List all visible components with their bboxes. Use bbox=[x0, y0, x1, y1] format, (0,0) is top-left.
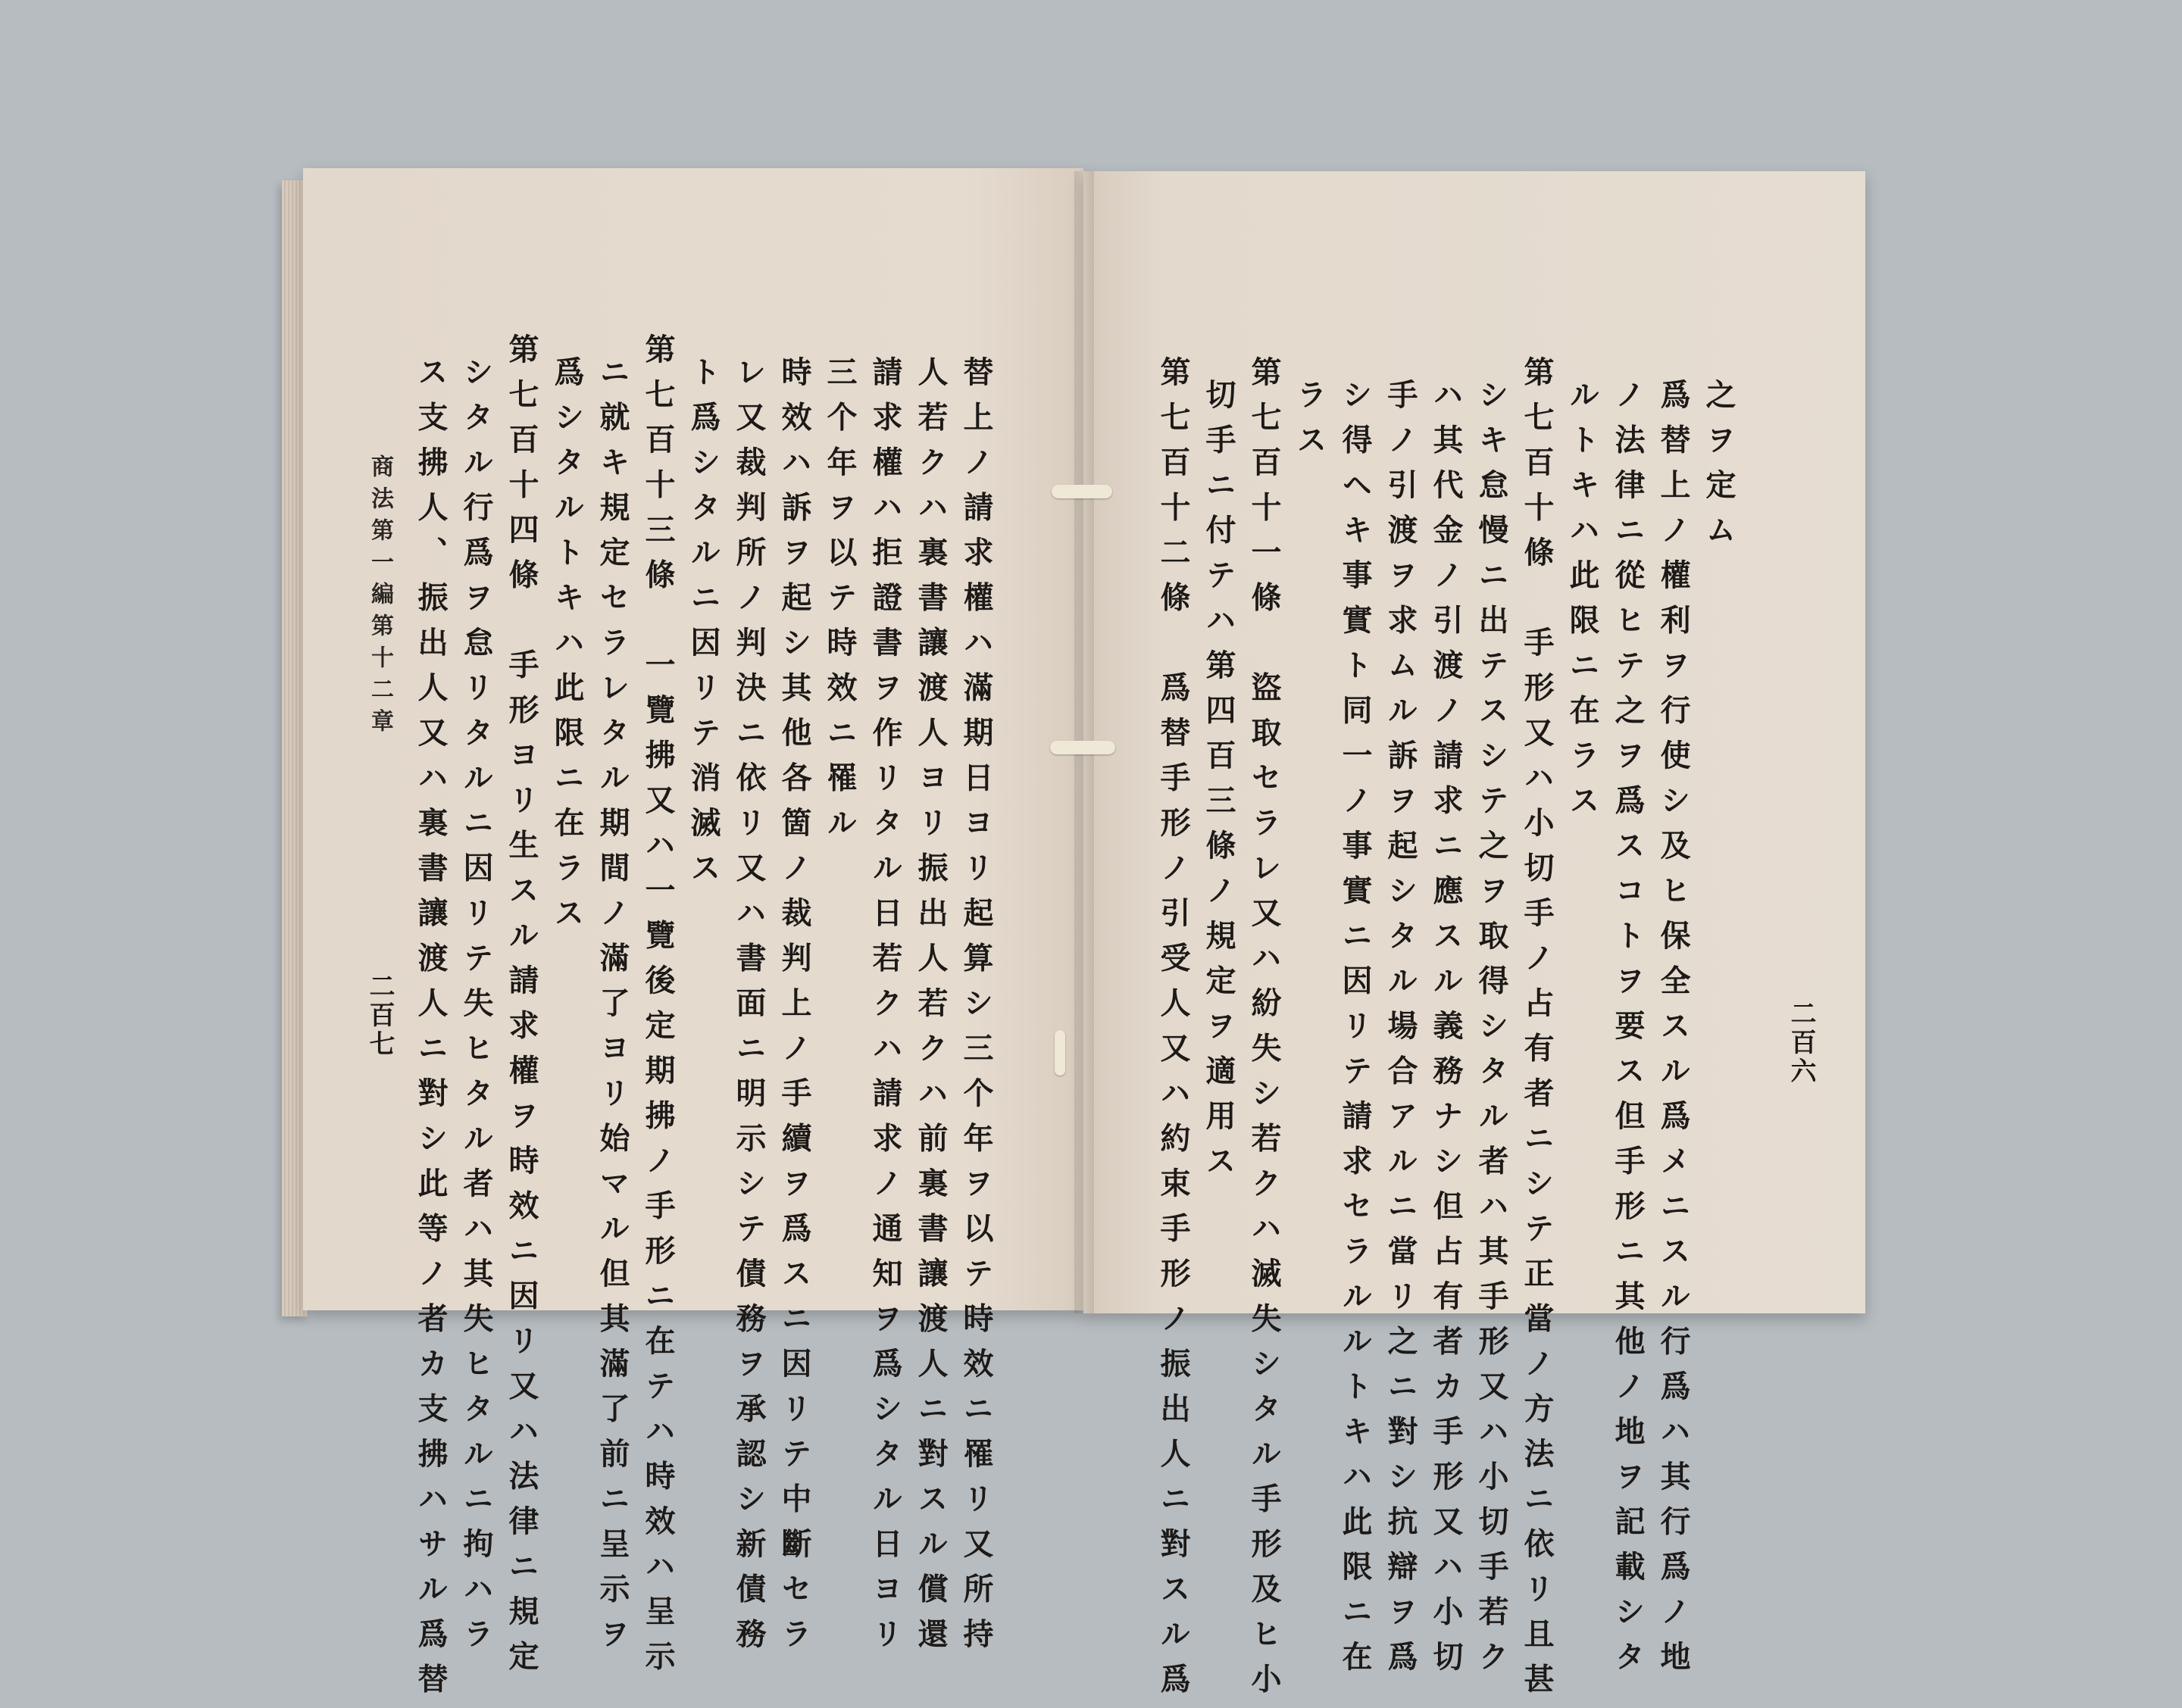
binding-thread bbox=[1052, 485, 1112, 498]
text-column: ノ法律ニ從ヒテ之ヲ爲スコトヲ要ス但手形ニ其他ノ地ヲ記載シタ bbox=[1610, 379, 1646, 1686]
article-heading: 第七百十三條 一覽拂又ハ一覽後定期拂ノ手形ニ在テハ時效ハ呈示 bbox=[640, 333, 676, 1685]
text-column: 爲シタルトキハ此限ニ在ラス bbox=[549, 356, 585, 942]
text-column: ハ其代金ノ引渡ノ請求ニ應スル義務ナシ但占有者カ手形又ハ小切 bbox=[1428, 379, 1464, 1686]
text-column: 手ノ引渡ヲ求ムル訴ヲ起シタル場合アルニ當リ之ニ對シ抗辯ヲ爲 bbox=[1383, 379, 1418, 1686]
running-head: 商法第一編第十二章 bbox=[367, 454, 393, 741]
text-column: 之ヲ定ム bbox=[1701, 379, 1737, 559]
text-column: 三个年ヲ以テ時效ニ罹ル bbox=[822, 356, 858, 852]
text-column: シキ怠慢ニ出テスシテ之ヲ取得シタル者ハ其手形又ハ小切手若ク bbox=[1474, 379, 1509, 1686]
article-heading: 第七百十四條 手形ヨリ生スル請求權ヲ時效ニ因リ又ハ法律ニ規定 bbox=[504, 333, 539, 1685]
binding-thread bbox=[1055, 1030, 1065, 1076]
text-column: 請求權ハ拒證書ヲ作リタル日若クハ請求ノ通知ヲ爲シタル日ヨリ bbox=[867, 356, 903, 1663]
article-heading: 第七百十二條 爲替手形ノ引受人又ハ約束手形ノ振出人ニ對スル爲 bbox=[1155, 356, 1191, 1708]
text-column: ルトキハ此限ニ在ラス bbox=[1565, 379, 1600, 829]
page-number: 二百六 bbox=[1786, 1000, 1816, 1086]
text-column: ト爲シタルニ因リテ消滅ス bbox=[686, 356, 721, 897]
text-column: 人若クハ裏書讓渡人ヨリ振出人若クハ前裏書讓渡人ニ對スル償還 bbox=[913, 356, 949, 1663]
text-column: シ得ヘキ事實ト同一ノ事實ニ因リテ請求セラルルトキハ此限ニ在 bbox=[1337, 379, 1373, 1686]
article-heading: 第七百十一條 盜取セラレ又ハ紛失シ若クハ滅失シタル手形及ヒ小 bbox=[1246, 356, 1282, 1708]
text-column: 時效ハ訴ヲ起シ其他各箇ノ裁判上ノ手續ヲ爲スニ因リテ中斷セラ bbox=[777, 356, 812, 1663]
article-heading: 第七百十條 手形又ハ小切手ノ占有者ニシテ正當ノ方法ニ依リ且甚 bbox=[1519, 356, 1555, 1708]
text-column: ラス bbox=[1292, 379, 1327, 469]
text-column: シタル行爲ヲ怠リタルニ因リテ失ヒタル者ハ其失ヒタルニ拘ハラ bbox=[458, 356, 494, 1663]
text-column: 爲替上ノ權利ヲ行使シ及ヒ保全スル爲メニスル行爲ハ其行爲ノ地 bbox=[1655, 379, 1691, 1686]
text-column: ス支拂人、振出人又ハ裏書讓渡人ニ對シ此等ノ者カ支拂ハサル爲替 bbox=[413, 356, 449, 1708]
text-column: 切手ニ付テハ第四百三條ノ規定ヲ適用ス bbox=[1201, 379, 1236, 1190]
binding-thread bbox=[1050, 741, 1115, 754]
page-number: 二百七 bbox=[364, 973, 395, 1059]
text-column: 替上ノ請求權ハ滿期日ヨリ起算シ三个年ヲ以テ時效ニ罹リ又所持 bbox=[958, 356, 994, 1663]
text-column: ニ就キ規定セラレタル期間ノ滿了ヨリ始マル但其滿了前ニ呈示ヲ bbox=[595, 356, 630, 1663]
text-column: レ又裁判所ノ判決ニ依リ又ハ書面ニ明示シテ債務ヲ承認シ新債務 bbox=[731, 356, 767, 1663]
